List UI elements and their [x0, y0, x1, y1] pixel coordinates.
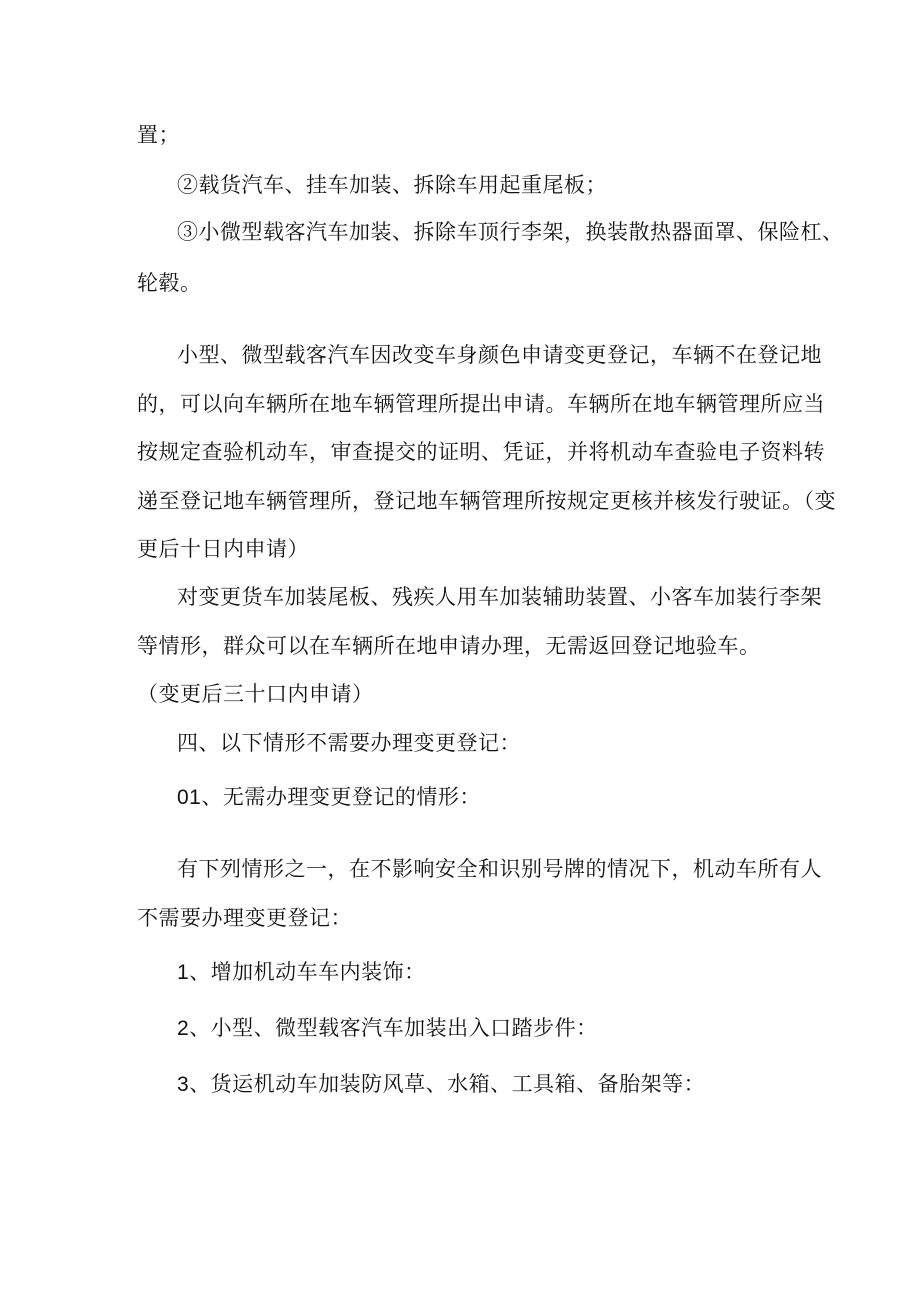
list-item-text: 、货运机动车加装防风草、水箱、工具箱、备胎架等： — [189, 1072, 706, 1096]
paragraph-2-line-2: 等情形，群众可以在车辆所在地申请办理，无需返回登记地验车。 — [137, 634, 761, 658]
list-item-2: ②载货汽车、挂车加装、拆除车用起重尾板； — [177, 173, 607, 197]
list-item — [177, 1069, 705, 1100]
paragraph-3-line-1: 有下列情形之一，在不影响安全和识别号牌的情况下，机动车所有人 — [177, 857, 822, 881]
list-item-3-line-1: ③小微型载客汽车加装、拆除车顶行李架，换装散热器面罩、保险杠、 — [177, 220, 844, 244]
section-4-heading: 四、以下情形不需要办理变更登记： — [177, 731, 521, 755]
paragraph-2-note: （变更后三十口内申请） — [137, 682, 374, 706]
subheading-01 — [177, 782, 481, 813]
paragraph-1-line-4: 递至登记地车辆管理所，登记地车辆管理所按规定更核并核发行驶证。（变 — [137, 489, 836, 513]
paragraph-1-line-1: 小型、微型载客汽车因改变车身颜色申请变更登记，车辆不在登记地 — [177, 343, 822, 367]
paragraph-3-line-2: 不需要办理变更登记： — [137, 906, 352, 930]
paragraph-2-line-1: 对变更货车加装尾板、残疾人用车加装辅助装置、小客车加装行李架 — [177, 585, 822, 609]
subheading-01-text: 、无需办理变更登记的情形： — [201, 785, 481, 809]
subheading-01-number: 01 — [177, 786, 202, 809]
list-item-text: 、小型、微型载客汽车加装出入口踏步件： — [189, 1016, 598, 1040]
list-item-3-line-2: 轮毂。 — [137, 271, 202, 295]
paragraph-1-line-5: 更后十日内申请） — [137, 537, 309, 561]
paragraph-1-line-2: 的，可以向车辆所在地车辆管理所提出申请。车辆所在地车辆管理所应当 — [137, 392, 825, 416]
list-item-number: 3 — [177, 1073, 190, 1096]
list-item — [177, 957, 426, 988]
list-item-number: 2 — [177, 1017, 190, 1040]
list-item-number: 1 — [177, 961, 190, 984]
list-item-text: 、增加机动车车内装饰： — [189, 960, 426, 984]
list-item — [177, 1013, 598, 1044]
paragraph-1-line-3: 按规定查验机动车，审查提交的证明、凭证，并将机动车查验电子资料转 — [137, 440, 825, 464]
item-continuation-line: 置； — [137, 123, 180, 147]
